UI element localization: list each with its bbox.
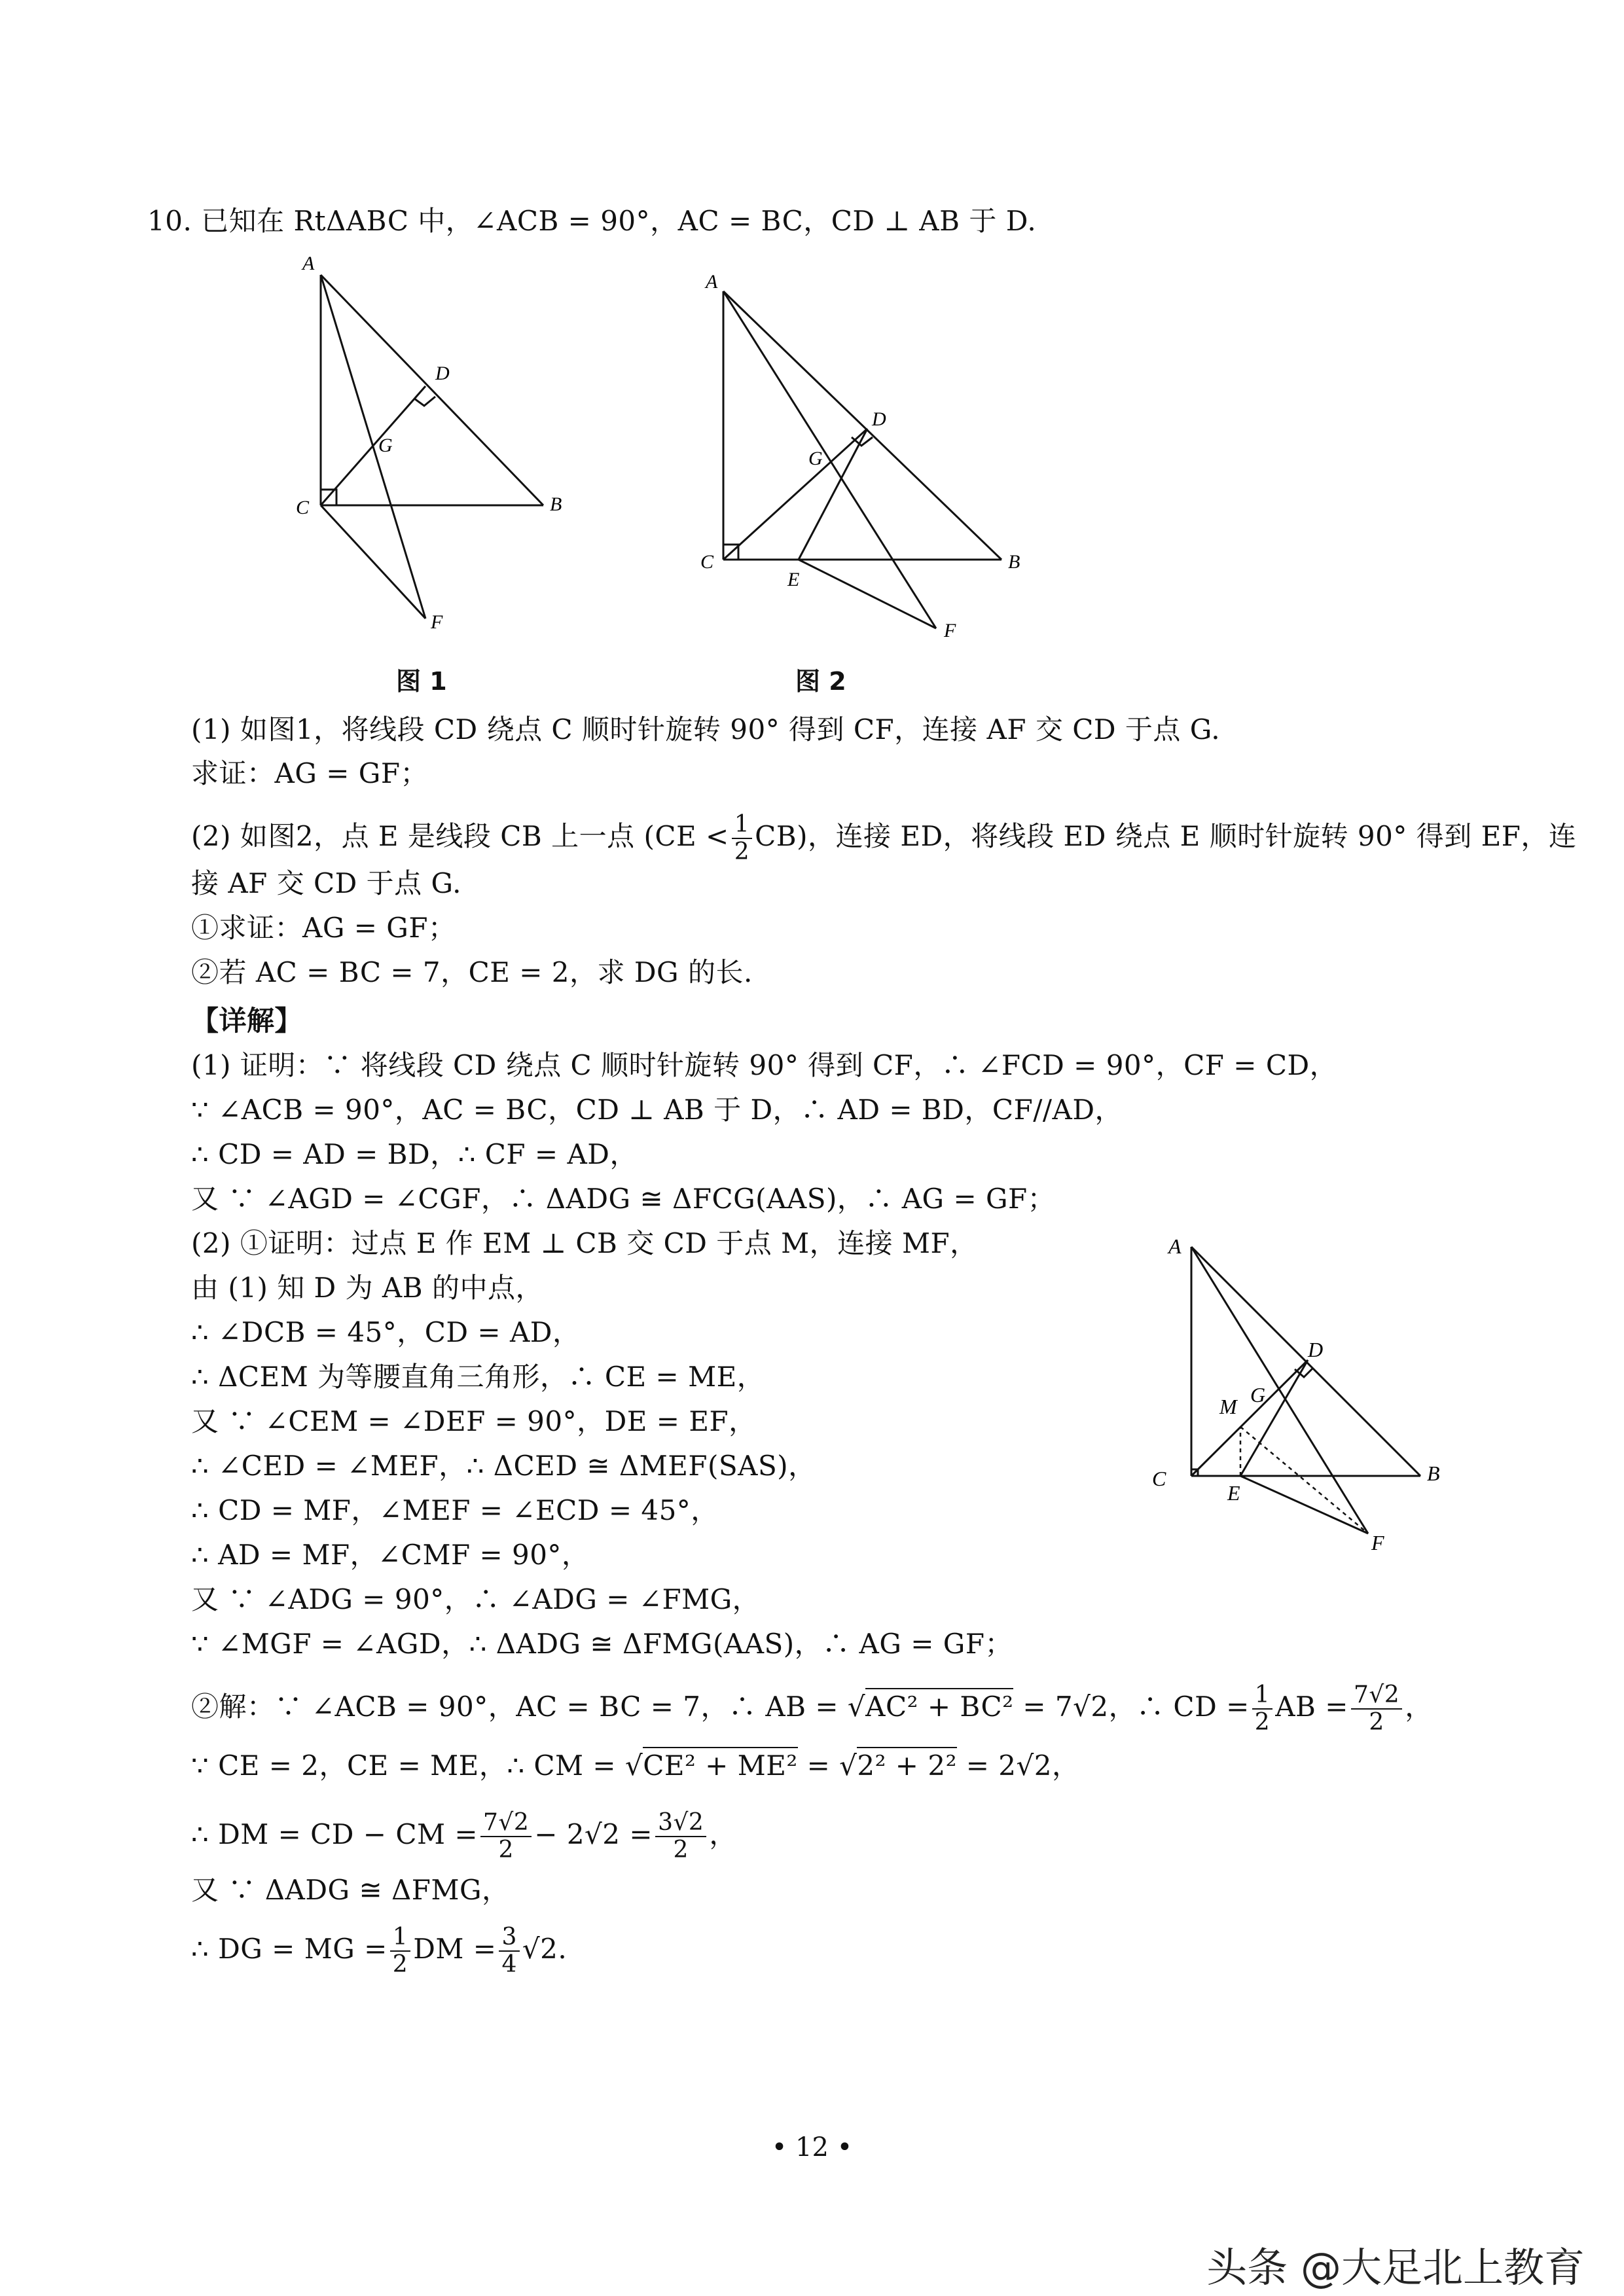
- calc2-text-a: ∵ CE = 2，CE = ME，∴ CM = √: [191, 1749, 643, 1782]
- calc5-text-c: √2.: [522, 1933, 568, 1965]
- fig1-label-g: G: [378, 435, 393, 456]
- calc5-fraction-2: [499, 1924, 519, 1978]
- calc2-radicand: CE² + ME²: [643, 1747, 798, 1782]
- solution-line: ∴ AD = MF，∠CMF = 90°，: [191, 1539, 590, 1571]
- fig3-label-e: E: [1227, 1481, 1240, 1505]
- fig3-label-c: C: [1152, 1467, 1166, 1490]
- fraction-denominator: 2: [673, 1837, 689, 1863]
- fraction-denominator: 2: [1254, 1709, 1271, 1736]
- calc1-text-b: = 7√2，∴ CD =: [1013, 1691, 1250, 1723]
- calc3-text-b: − 2√2 =: [534, 1818, 653, 1850]
- solution-line: (2) ①证明：过点 E 作 EM ⊥ CB 交 CD 于点 M，连接 MF，: [191, 1227, 978, 1259]
- fraction-numerator: 1: [390, 1924, 410, 1952]
- fig1-label-d: D: [435, 363, 450, 384]
- part2-q1: ①求证：AG = GF；: [191, 912, 456, 944]
- calc1-text-d: ，: [1405, 1691, 1433, 1723]
- fig2-label-f: F: [944, 620, 956, 641]
- calc1-radicand: AC² + BC²: [865, 1688, 1013, 1723]
- calc5-text-a: ∴ DG = MG =: [191, 1933, 388, 1965]
- page-number: • 12 •: [771, 2132, 853, 2162]
- solution-line: 又 ∵ ∠AGD = ∠CGF，∴ ΔADG ≅ ΔFCG(AAS)，∴ AG = GF；: [191, 1183, 1056, 1215]
- calc2-text-b: = √: [797, 1749, 857, 1782]
- solution-line: ∴ ∠CED = ∠MEF，∴ ΔCED ≅ ΔMEF(SAS)，: [191, 1450, 816, 1482]
- fraction-denominator: 4: [501, 1951, 517, 1978]
- fraction-numerator: 3√2: [655, 1810, 706, 1837]
- calc-line-1: [191, 1682, 1433, 1736]
- question-text: 已知在 RtΔABC 中，∠ACB = 90°，AC = BC，CD ⊥ AB 于 D.: [201, 205, 1037, 237]
- calc1-text-c: AB =: [1275, 1691, 1348, 1723]
- calc3-fraction-1: [480, 1810, 532, 1863]
- figure-2-caption: 图 2: [795, 667, 846, 696]
- part2-text-b: CB)，连接 ED，将线段 ED 绕点 E 顺时针旋转 90° 得到 EF，连: [755, 820, 1577, 852]
- fraction-half: [732, 812, 752, 865]
- fig3-label-g: G: [1250, 1383, 1266, 1407]
- question-stem: [147, 202, 1036, 241]
- part2-line1: [191, 812, 1576, 865]
- fig3-label-d: D: [1308, 1338, 1324, 1361]
- figure-3: [1139, 1217, 1466, 1558]
- part2-q2: ②若 AC = BC = 7，CE = 2，求 DG 的长.: [191, 956, 753, 988]
- fraction-denominator: 2: [392, 1951, 408, 1978]
- calc2-radicand-2: 2² + 2²: [857, 1747, 957, 1782]
- fraction-numerator: 7√2: [1351, 1682, 1402, 1710]
- figure-1-caption: 图 1: [396, 667, 447, 696]
- part2-text-c: 接 AF 交 CD 于点 G.: [191, 867, 461, 899]
- calc-line-2: [191, 1746, 1080, 1785]
- fig2-label-a: A: [706, 271, 718, 293]
- figure-2: [694, 262, 1060, 655]
- solution-line: 又 ∵ ∠CEM = ∠DEF = 90°，DE = EF，: [191, 1405, 757, 1437]
- calc3-text-c: ，: [709, 1818, 737, 1850]
- calc-line-5: [191, 1924, 567, 1978]
- part1-prove: 求证：AG = GF；: [191, 757, 428, 789]
- fig2-label-g: G: [808, 448, 823, 469]
- fig3-label-b: B: [1427, 1462, 1440, 1485]
- calc1-text-a: ②解：∵ ∠ACB = 90°，AC = BC = 7，∴ AB = √: [191, 1691, 866, 1723]
- calc-line-3: [191, 1810, 737, 1863]
- solution-line: 又 ∵ ∠ADG = 90°，∴ ∠ADG = ∠FMG，: [191, 1583, 761, 1615]
- calc5-fraction-1: [390, 1924, 410, 1978]
- fig1-label-a: A: [302, 253, 315, 274]
- solution-line: ∴ ∠DCB = 45°，CD = AD，: [191, 1316, 581, 1348]
- fig3-label-f: F: [1371, 1531, 1384, 1554]
- calc1-fraction-2: [1351, 1682, 1402, 1736]
- figure-1: [288, 249, 589, 648]
- fraction-numerator: 1: [1252, 1682, 1272, 1710]
- calc-line-4: 又 ∵ ΔADG ≅ ΔFMG，: [191, 1874, 510, 1906]
- fig2-label-c: C: [700, 551, 714, 573]
- calc5-text-b: DM =: [413, 1933, 497, 1965]
- calc2-text-c: = 2√2，: [956, 1749, 1080, 1782]
- solution-line: 由 (1) 知 D 为 AB 的中点，: [191, 1272, 543, 1304]
- watermark: 头条 @大足北上教育: [1206, 2244, 1585, 2291]
- solution-line: ∴ CD = AD = BD，∴ CF = AD，: [191, 1138, 638, 1170]
- fraction-denominator: 2: [734, 838, 750, 865]
- fig1-label-c: C: [296, 497, 310, 518]
- solution-line: (1) 证明：∵ 将线段 CD 绕点 C 顺时针旋转 90° 得到 CF，∴ ∠FCD = 90°，CF = CD，: [191, 1049, 1338, 1081]
- fraction-denominator: 2: [498, 1837, 514, 1863]
- fig2-label-d: D: [872, 408, 886, 430]
- solution-line: ∴ ΔCEM 为等腰直角三角形，∴ CE = ME，: [191, 1361, 765, 1393]
- fig1-label-f: F: [431, 611, 443, 633]
- fig2-label-b: B: [1008, 551, 1020, 573]
- fraction-numerator: 1: [732, 812, 752, 839]
- solution-heading: 【详解】: [191, 1005, 303, 1037]
- calc3-text-a: ∴ DM = CD − CM =: [191, 1818, 478, 1850]
- fig3-label-m: M: [1219, 1395, 1237, 1418]
- question-number: 10.: [147, 205, 192, 237]
- solution-line: ∵ ∠MGF = ∠AGD，∴ ΔADG ≅ ΔFMG(AAS)，∴ AG = GF；: [191, 1628, 1013, 1660]
- solution-line: ∵ ∠ACB = 90°，AC = BC，CD ⊥ AB 于 D，∴ AD = BD，CF//AD，: [191, 1094, 1123, 1126]
- calc3-fraction-2: [655, 1810, 706, 1863]
- fig1-label-b: B: [550, 493, 562, 515]
- part2-text-a: (2) 如图2，点 E 是线段 CB 上一点 (CE <: [191, 820, 729, 852]
- solution-line: ∴ CD = MF，∠MEF = ∠ECD = 45°，: [191, 1494, 719, 1526]
- fig3-label-a: A: [1168, 1234, 1182, 1258]
- fraction-denominator: 2: [1369, 1709, 1384, 1736]
- fraction-numerator: 7√2: [480, 1810, 532, 1837]
- calc1-fraction-1: [1252, 1682, 1272, 1736]
- part1-text: (1) 如图1，将线段 CD 绕点 C 顺时针旋转 90° 得到 CF，连接 AF 交 CD 于点 G.: [191, 713, 1221, 745]
- fraction-numerator: 3: [499, 1924, 519, 1952]
- fig2-label-e: E: [787, 569, 800, 590]
